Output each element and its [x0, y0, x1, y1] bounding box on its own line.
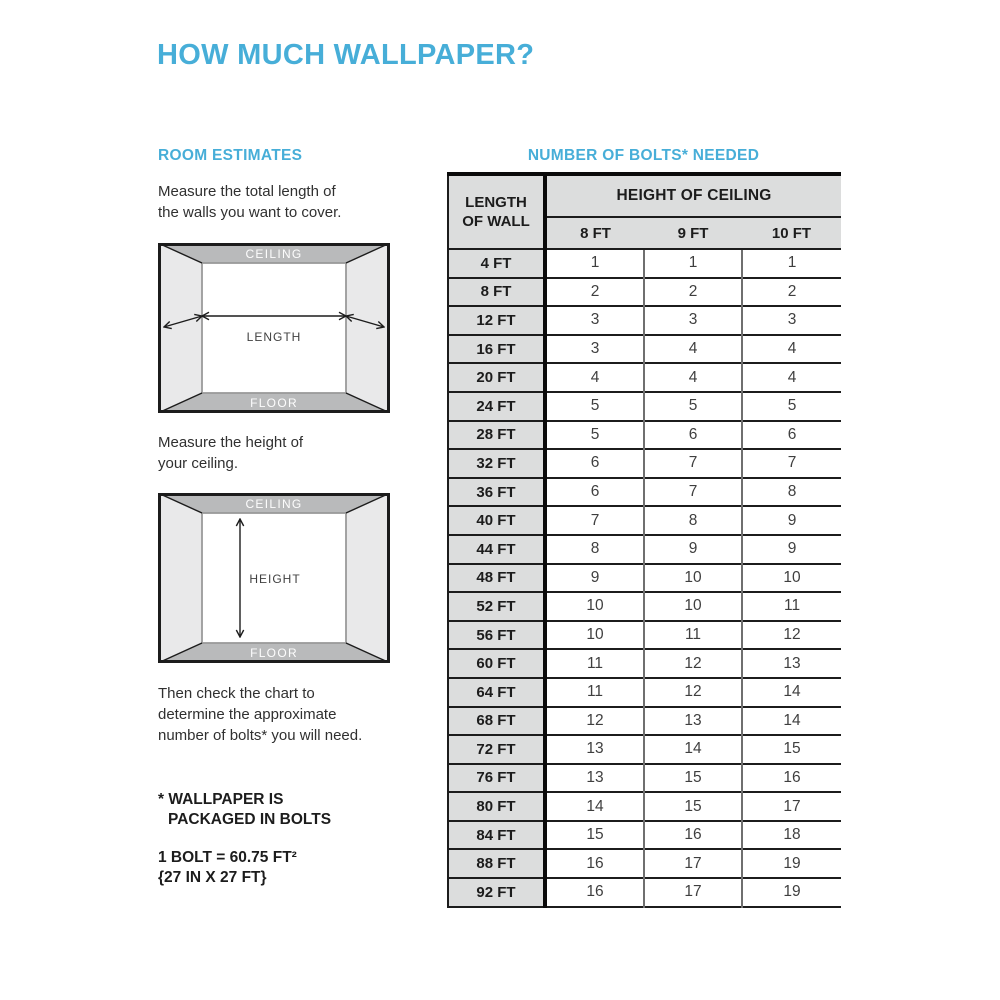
- bolt-count-cell: 3: [644, 306, 742, 335]
- bolt-count-cell: 12: [644, 649, 742, 678]
- bolt-count-cell: 5: [545, 392, 644, 421]
- bolt-count-cell: 16: [545, 849, 644, 878]
- table-row: [448, 821, 841, 850]
- col-header-length-of-wall: [448, 174, 545, 249]
- col-header-8ft: 8 FT: [545, 217, 644, 249]
- wall-length-cell: 4 FT: [448, 249, 545, 278]
- wall-length-cell: 60 FT: [448, 649, 545, 678]
- bolt-count-cell: 7: [545, 506, 644, 535]
- bolts-table: [447, 172, 841, 908]
- bolt-count-cell: 19: [742, 849, 841, 878]
- bolt-count-cell: 11: [545, 678, 644, 707]
- bolt-count-cell: 17: [644, 878, 742, 907]
- wall-length-cell: 16 FT: [448, 335, 545, 364]
- table-row: [448, 849, 841, 878]
- table-row: [448, 764, 841, 793]
- bolt-count-cell: 5: [644, 392, 742, 421]
- bolt-count-cell: 7: [742, 449, 841, 478]
- bolt-count-cell: 16: [742, 764, 841, 793]
- bolts-table-container: [447, 172, 841, 908]
- bolt-count-cell: 10: [644, 592, 742, 621]
- height-label: HEIGHT: [249, 572, 301, 586]
- bolt-count-cell: 13: [742, 649, 841, 678]
- left-wall-panel: [158, 493, 202, 663]
- bolt-count-cell: 17: [644, 849, 742, 878]
- bolt-count-cell: 14: [644, 735, 742, 764]
- bolt-count-cell: 16: [545, 878, 644, 907]
- bolt-count-cell: 11: [742, 592, 841, 621]
- wall-length-cell: 8 FT: [448, 278, 545, 307]
- bolts-table-header: [448, 174, 841, 249]
- bolt-count-cell: 7: [644, 478, 742, 507]
- bolt-count-cell: 3: [742, 306, 841, 335]
- bolt-count-cell: 4: [742, 335, 841, 364]
- wall-length-cell: 76 FT: [448, 764, 545, 793]
- bolt-count-cell: 10: [545, 592, 644, 621]
- footnote-line: * WALLPAPER IS: [158, 791, 284, 808]
- bolt-count-cell: 1: [742, 249, 841, 278]
- bolt-count-cell: 8: [742, 478, 841, 507]
- right-wall-panel: [346, 493, 390, 663]
- bolt-count-cell: 8: [644, 506, 742, 535]
- instruction-line: Measure the height of: [158, 434, 304, 451]
- page-title: HOW MUCH WALLPAPER?: [157, 39, 535, 71]
- footnote-line: PACKAGED IN BOLTS: [168, 811, 332, 828]
- bolt-count-cell: 13: [545, 735, 644, 764]
- wall-length-cell: 88 FT: [448, 849, 545, 878]
- bolt-count-cell: 10: [545, 621, 644, 650]
- bolt-count-cell: 3: [545, 306, 644, 335]
- bolt-count-cell: 5: [742, 392, 841, 421]
- wall-length-cell: 64 FT: [448, 678, 545, 707]
- wall-length-cell: 12 FT: [448, 306, 545, 335]
- instruction-line: determine the approximate: [158, 706, 337, 723]
- bolts-table-body: [448, 249, 841, 907]
- wall-length-cell: 56 FT: [448, 621, 545, 650]
- bolt-count-cell: 2: [742, 278, 841, 307]
- bolt-count-cell: 12: [545, 707, 644, 736]
- col-header-10ft: 10 FT: [742, 217, 841, 249]
- wall-length-cell: 40 FT: [448, 506, 545, 535]
- back-wall-panel: [202, 263, 346, 393]
- table-row: [448, 878, 841, 907]
- wall-length-cell: 24 FT: [448, 392, 545, 421]
- col-header-line: LENGTH: [465, 194, 527, 211]
- instruction-line: Measure the total length of: [158, 183, 336, 200]
- table-row: [448, 392, 841, 421]
- bolt-count-cell: 9: [742, 506, 841, 535]
- table-row: [448, 735, 841, 764]
- table-row: [448, 649, 841, 678]
- bolt-count-cell: 19: [742, 878, 841, 907]
- table-row: [448, 363, 841, 392]
- bolt-size-line: 1 BOLT = 60.75 FT²: [158, 849, 297, 866]
- wallpaper-bolts-footnote: [158, 790, 331, 830]
- bolt-count-cell: 14: [742, 707, 841, 736]
- bolt-count-cell: 4: [644, 335, 742, 364]
- wall-length-cell: 80 FT: [448, 792, 545, 821]
- bolts-needed-heading: NUMBER OF BOLTS* NEEDED: [527, 147, 760, 164]
- left-wall-panel: [158, 243, 202, 413]
- table-row: [448, 421, 841, 450]
- bolt-count-cell: 15: [644, 764, 742, 793]
- ceiling-height-diagram: [158, 493, 390, 663]
- wall-length-cell: 68 FT: [448, 707, 545, 736]
- bolt-count-cell: 9: [742, 535, 841, 564]
- bolt-count-cell: 18: [742, 821, 841, 850]
- table-row: [448, 249, 841, 278]
- room-estimates-heading: ROOM ESTIMATES: [158, 147, 303, 164]
- table-row: [448, 678, 841, 707]
- bolt-count-cell: 7: [644, 449, 742, 478]
- bolt-count-cell: 15: [644, 792, 742, 821]
- bolt-count-cell: 8: [545, 535, 644, 564]
- bolt-count-cell: 12: [742, 621, 841, 650]
- instruction-line: the walls you want to cover.: [158, 204, 342, 221]
- table-row: [448, 449, 841, 478]
- instruction-line: Then check the chart to: [158, 685, 315, 702]
- bolt-count-cell: 12: [644, 678, 742, 707]
- instruction-line: number of bolts* you will need.: [158, 727, 363, 744]
- floor-label: FLOOR: [250, 646, 298, 660]
- instruction-line: your ceiling.: [158, 455, 239, 472]
- wall-length-cell: 92 FT: [448, 878, 545, 907]
- instruction-step-2: [158, 432, 303, 474]
- bolt-count-cell: 15: [545, 821, 644, 850]
- ceiling-label: CEILING: [245, 497, 303, 511]
- bolt-count-cell: 6: [545, 449, 644, 478]
- bolt-count-cell: 14: [545, 792, 644, 821]
- table-row: [448, 564, 841, 593]
- wall-length-cell: 20 FT: [448, 363, 545, 392]
- bolt-count-cell: 6: [545, 478, 644, 507]
- length-label: LENGTH: [246, 330, 302, 344]
- floor-label: FLOOR: [250, 396, 298, 410]
- bolt-count-cell: 11: [644, 621, 742, 650]
- bolt-count-cell: 4: [545, 363, 644, 392]
- bolt-count-cell: 17: [742, 792, 841, 821]
- bolt-count-cell: 3: [545, 335, 644, 364]
- wall-length-cell: 72 FT: [448, 735, 545, 764]
- table-row: [448, 792, 841, 821]
- table-row: [448, 535, 841, 564]
- table-row: [448, 592, 841, 621]
- table-row: [448, 335, 841, 364]
- bolt-count-cell: 14: [742, 678, 841, 707]
- room-length-diagram: [158, 243, 390, 413]
- wall-length-cell: 44 FT: [448, 535, 545, 564]
- table-row: [448, 506, 841, 535]
- bolt-count-cell: 13: [545, 764, 644, 793]
- col-header-9ft: 9 FT: [644, 217, 742, 249]
- bolt-count-cell: 11: [545, 649, 644, 678]
- bolt-count-cell: 4: [742, 363, 841, 392]
- bolt-count-cell: 9: [644, 535, 742, 564]
- bolt-count-cell: 4: [644, 363, 742, 392]
- col-header-height-of-ceiling: HEIGHT OF CEILING: [545, 174, 841, 217]
- bolt-count-cell: 6: [742, 421, 841, 450]
- wall-length-cell: 32 FT: [448, 449, 545, 478]
- bolt-count-cell: 6: [644, 421, 742, 450]
- wall-length-cell: 84 FT: [448, 821, 545, 850]
- bolt-count-cell: 16: [644, 821, 742, 850]
- bolt-count-cell: 10: [742, 564, 841, 593]
- bolt-count-cell: 15: [742, 735, 841, 764]
- bolt-count-cell: 1: [644, 249, 742, 278]
- bolt-count-cell: 9: [545, 564, 644, 593]
- bolt-count-cell: 1: [545, 249, 644, 278]
- table-row: [448, 707, 841, 736]
- wall-length-cell: 28 FT: [448, 421, 545, 450]
- bolt-count-cell: 13: [644, 707, 742, 736]
- bolt-size-line: {27 IN X 27 FT}: [158, 869, 267, 886]
- wall-length-cell: 36 FT: [448, 478, 545, 507]
- wall-length-cell: 48 FT: [448, 564, 545, 593]
- instruction-step-3: [158, 683, 362, 746]
- right-wall-panel: [346, 243, 390, 413]
- table-row: [448, 478, 841, 507]
- table-row: [448, 306, 841, 335]
- col-header-line: OF WALL: [462, 213, 530, 230]
- table-row: [448, 278, 841, 307]
- bolt-count-cell: 5: [545, 421, 644, 450]
- bolt-count-cell: 10: [644, 564, 742, 593]
- bolt-count-cell: 2: [545, 278, 644, 307]
- bolt-size-info: [158, 848, 297, 888]
- wall-length-cell: 52 FT: [448, 592, 545, 621]
- bolt-count-cell: 2: [644, 278, 742, 307]
- instruction-step-1: [158, 181, 341, 223]
- table-row: [448, 621, 841, 650]
- ceiling-label: CEILING: [245, 247, 303, 261]
